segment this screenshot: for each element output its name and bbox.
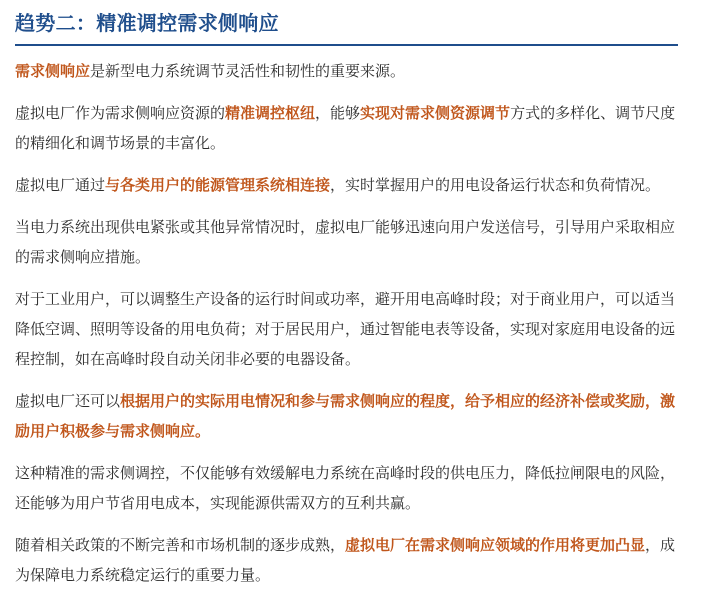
- highlighted-text: 精准调控枢纽: [225, 104, 316, 122]
- paragraph: [15, 98, 687, 158]
- body-text: ，能够: [315, 104, 361, 122]
- paragraph: [15, 170, 687, 200]
- body-text: 当电力系统出现供电紧张或其他异常情况时，虚拟电厂能够迅速向用户发送信号，引导用户采取相应的需求侧响应措施。: [15, 218, 676, 266]
- body-text: 虚拟电厂还可以: [15, 392, 121, 410]
- body-text: 虚拟电厂通过: [15, 176, 106, 194]
- body-text: 方式的多样化、调节尺度的精细化和调节场景的丰富化。: [15, 104, 676, 152]
- paragraph: [15, 212, 687, 272]
- body-text: ，实时掌握用户的用电设备运行状态和负荷情况。: [330, 176, 661, 194]
- highlighted-text: 与各类用户的能源管理系统相连接: [105, 176, 331, 194]
- body-text: ，成为保障电力系统稳定运行的重要力量。: [15, 536, 676, 584]
- title-divider: [15, 44, 678, 46]
- paragraph: [15, 386, 687, 446]
- highlighted-text: 实现对需求侧资源调节: [360, 104, 511, 122]
- body-text: 虚拟电厂作为需求侧响应资源的: [15, 104, 226, 122]
- highlighted-text: 虚拟电厂在需求侧响应领域的作用将更加凸显: [345, 536, 646, 554]
- body-text: 对于工业用户，可以调整生产设备的运行时间或功率，避开用电高峰时段；对于商业用户，可以适当降低空调、照明等设备的用电负荷；对于居民用户，通过智能电表等设备，实现对家庭用电设备的远程控制，如在高峰时段自动关闭非必要的电器设备。: [15, 290, 676, 368]
- paragraph: [15, 458, 687, 518]
- paragraph: [15, 56, 687, 86]
- body-text: 随着相关政策的不断完善和市场机制的逐步成熟，: [15, 536, 346, 554]
- body-text: 这种精准的需求侧调控，不仅能够有效缓解电力系统在高峰时段的供电压力，降低拉闸限电的风险，还能够为用户节省用电成本，实现能源供需双方的互利共赢。: [15, 464, 676, 512]
- highlighted-text: 根据用户的实际用电情况和参与需求侧响应的程度，给予相应的经济补偿或奖励，激励用户积极参与需求侧响应。: [15, 392, 676, 440]
- highlighted-text: 需求侧响应: [15, 62, 91, 80]
- body-text: 是新型电力系统调节灵活性和韧性的重要来源。: [90, 62, 406, 80]
- article-body: [15, 56, 692, 590]
- page-title: 趋势二：精准调控需求侧响应: [15, 11, 279, 35]
- paragraph: [15, 530, 687, 590]
- paragraph: [15, 284, 687, 374]
